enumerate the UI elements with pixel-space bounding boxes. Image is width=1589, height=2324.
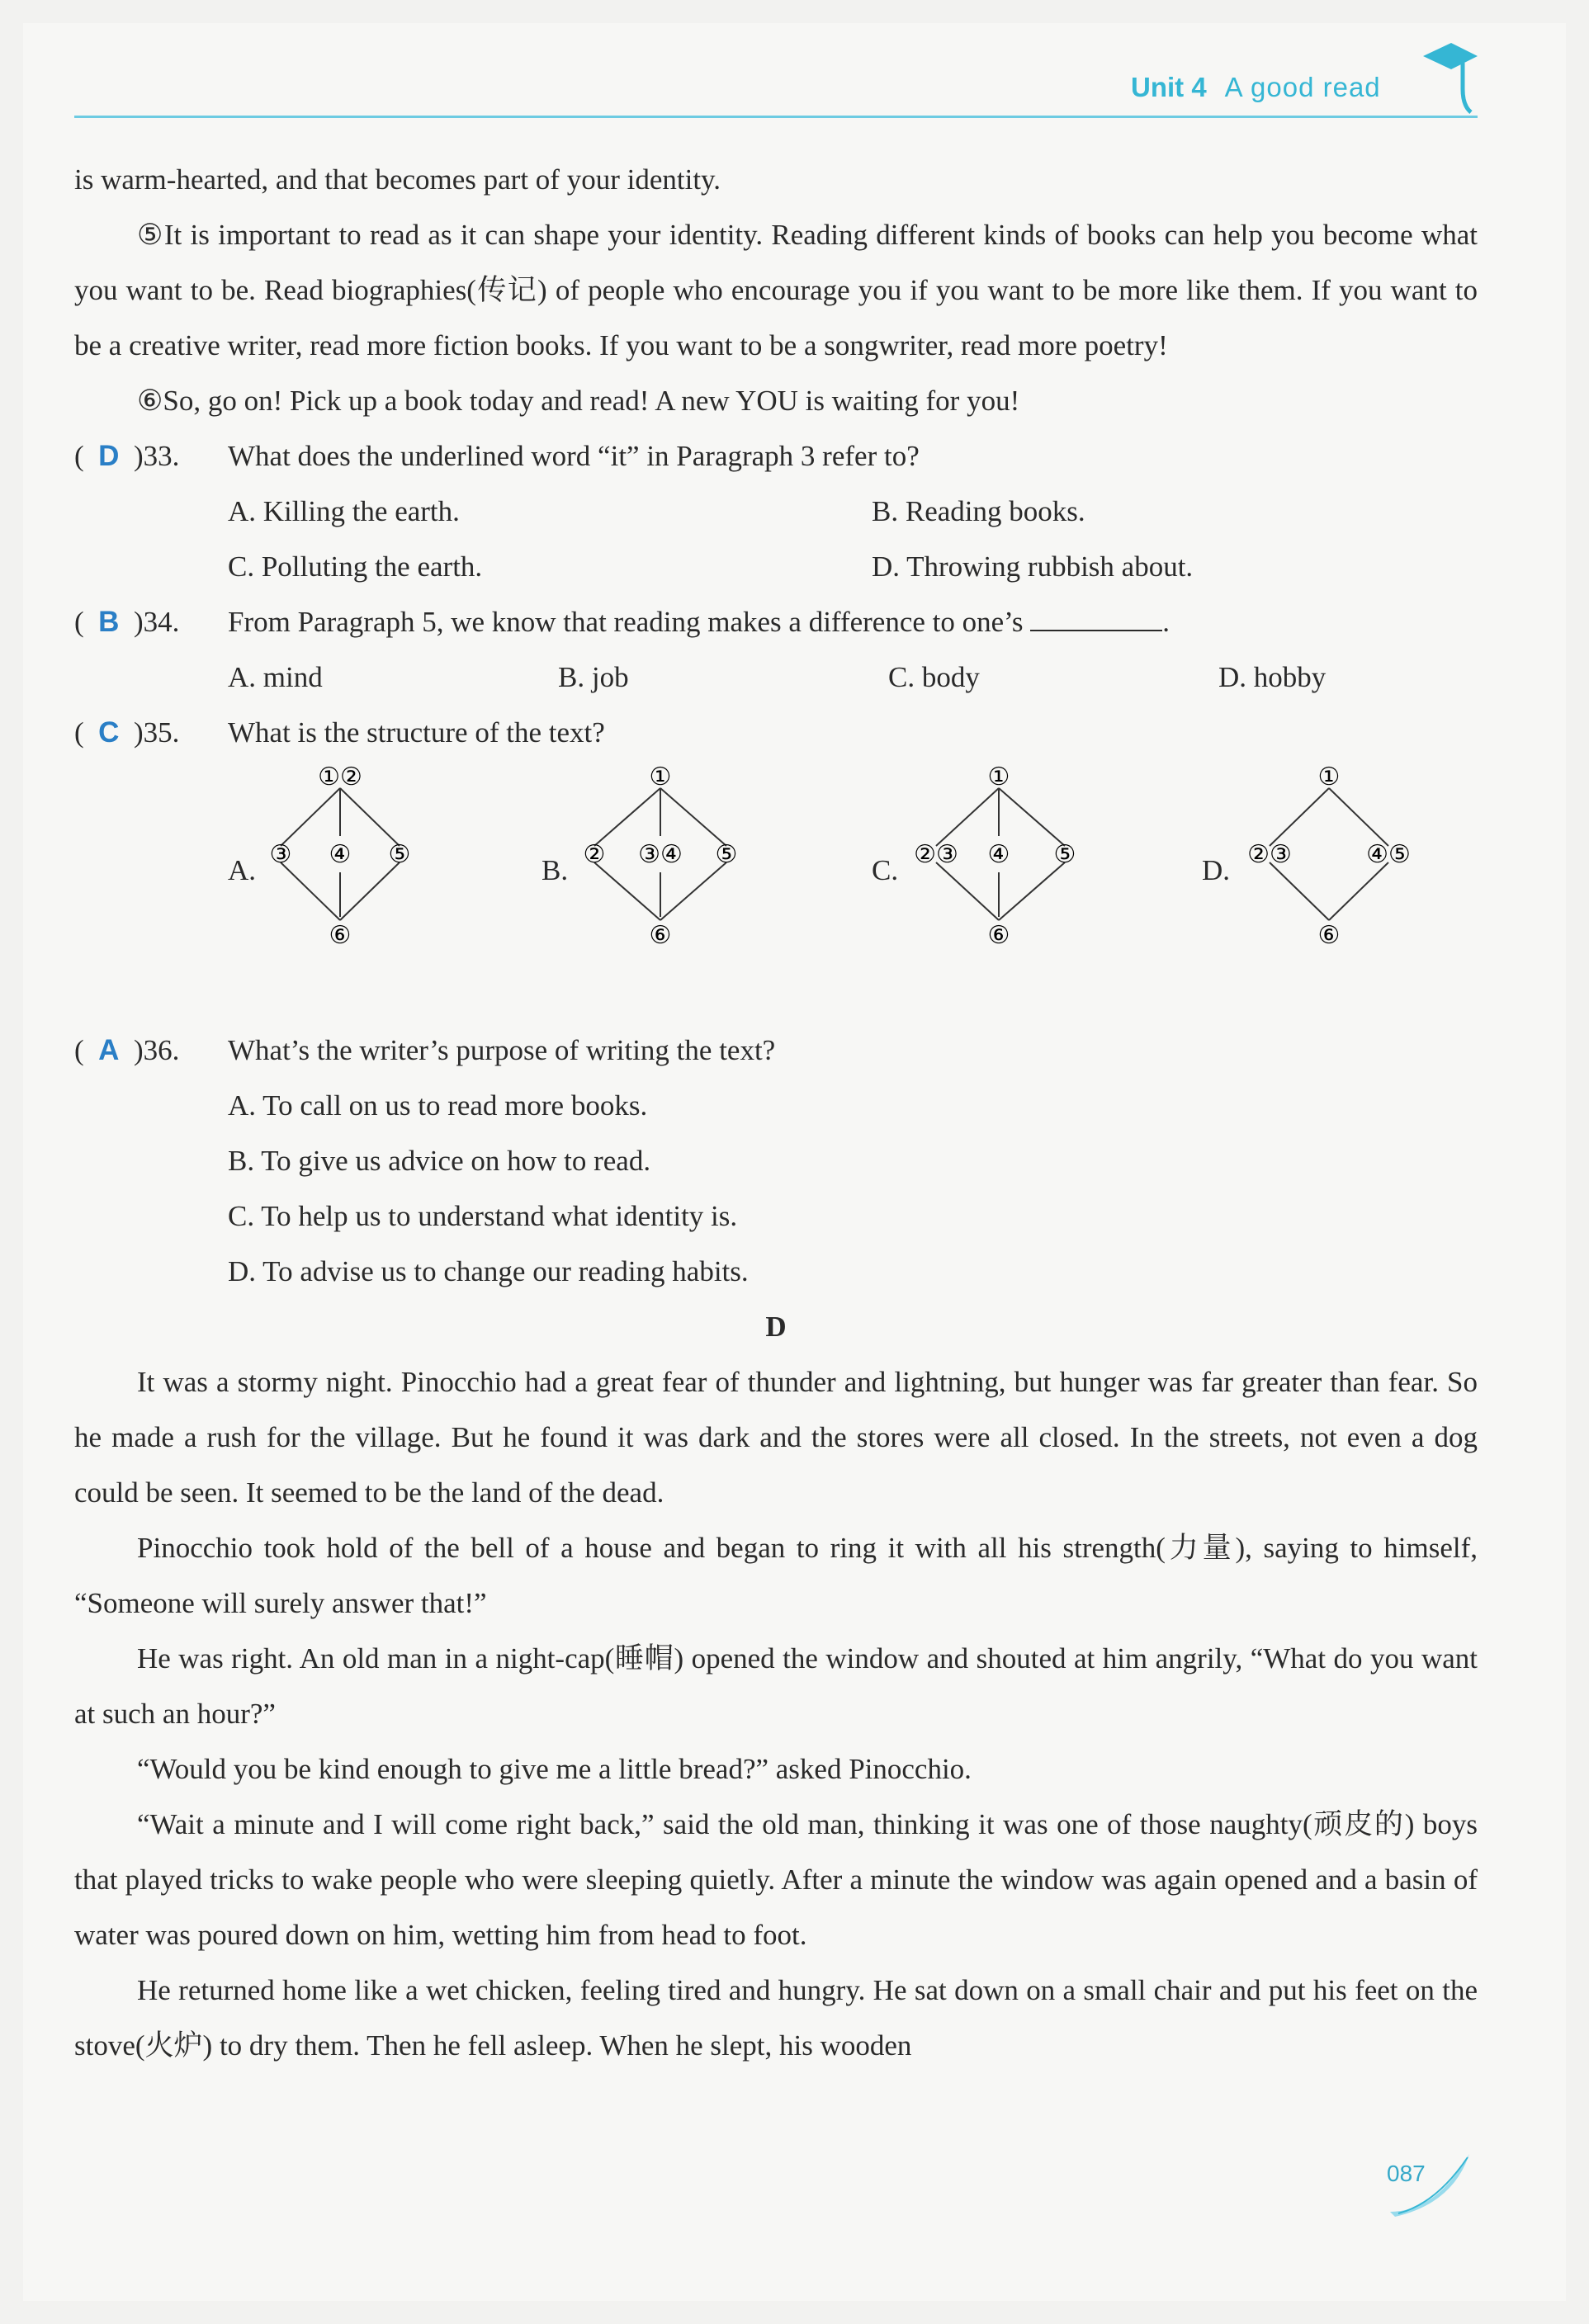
node-bottom: ⑥ — [1317, 921, 1341, 950]
options-33-row1 — [74, 484, 1478, 539]
question-number: )34. — [133, 606, 180, 638]
node-bottom: ⑥ — [329, 921, 352, 950]
option-d: D. Throwing rubbish about. — [872, 550, 1194, 583]
question-text: What is the structure of the text? — [228, 716, 605, 749]
running-header — [1131, 64, 1381, 111]
option-a: A. To call on us to read more books. — [228, 1089, 648, 1122]
page-body — [74, 152, 1478, 2073]
option-b: B. To give us advice on how to read. — [228, 1145, 651, 1177]
answer-blank — [1030, 603, 1162, 631]
node-right: ⑤ — [715, 840, 738, 869]
option-d: D. To advise us to change our reading habits. — [228, 1255, 749, 1287]
section-d-title: D — [765, 1311, 787, 1343]
node-top: ① — [649, 763, 672, 791]
graduation-cap-icon — [1421, 40, 1479, 118]
node-top: ① — [987, 763, 1010, 791]
question-text — [228, 594, 1170, 649]
answer-bracket: ( A )36. — [74, 1034, 180, 1066]
answer-bracket: ( B )34. — [74, 606, 180, 638]
question-text: What’s the writer’s purpose of writing the text? — [228, 1034, 776, 1066]
diagram-c-label: C. — [872, 854, 899, 886]
diagram-b — [570, 760, 751, 958]
header-divider — [74, 116, 1478, 118]
answer-bracket: ( D )33. — [74, 440, 180, 472]
node-right: ④⑤ — [1366, 840, 1411, 869]
option-c: C. body — [888, 661, 980, 693]
node-bottom: ⑥ — [987, 921, 1010, 950]
node-middle: ④ — [329, 840, 352, 869]
question-number: )36. — [133, 1034, 180, 1066]
options-33-row2 — [74, 539, 1478, 594]
question-stem: From Paragraph 5, we know that reading makes a difference to one’s — [228, 606, 1024, 638]
diagram-a — [258, 760, 423, 958]
structure-diagrams — [74, 760, 1478, 1023]
node-right: ⑤ — [388, 840, 411, 869]
question-33 — [74, 428, 1478, 484]
node-left: ②③ — [1247, 840, 1292, 869]
node-middle: ③④ — [638, 840, 683, 869]
question-number: )33. — [133, 440, 180, 472]
paragraph-6: ⑥So, go on! Pick up a book today and read! A new YOU is waiting for you! — [137, 385, 1020, 417]
option-d: D. hobby — [1218, 661, 1327, 693]
answer-34: B — [98, 606, 120, 638]
answer-33: D — [98, 440, 120, 472]
question-35 — [74, 705, 1478, 760]
diagram-b-label: B. — [541, 854, 569, 886]
story-paragraph: “Would you be kind enough to give me a little bread?” asked Pinocchio. — [137, 1753, 972, 1785]
option-c: C. Polluting the earth. — [228, 550, 483, 583]
option-a: A. mind — [228, 661, 323, 693]
story-paragraph: He was right. An old man in a night-cap(睡帽) opened the window and shouted at him angrily, “What do you want at such an hour?” — [74, 1642, 1478, 1730]
story-paragraph: “Wait a minute and I will come right back,” said the old man, thinking it was one of those naughty(顽皮的) boys that played tricks to wake people who were sleeping quietly. After a minute the window was again opened and a basin of water was poured down on him, wetting him from head to foot. — [74, 1808, 1478, 1951]
story-paragraph: He returned home like a wet chicken, feeling tired and hungry. He sat down on a small chair and put his feet on the stove(火炉) to dry them. Then he fell asleep. When he slept, his wooden — [74, 1974, 1478, 2062]
node-left: ② — [583, 840, 606, 869]
option-b: B. Reading books. — [872, 495, 1085, 527]
story-paragraph: Pinocchio took hold of the bell of a house and began to ring it with all his strength(力量), saying to himself, “Someone will surely answer that!” — [74, 1532, 1478, 1619]
diagram-c — [900, 760, 1098, 958]
paragraph-4-end: is warm-hearted, and that becomes part of your identity. — [74, 163, 721, 196]
question-text: What does the underlined word “it” in Paragraph 3 refer to? — [228, 440, 920, 472]
question-end-mark: . — [1162, 606, 1170, 638]
option-b: B. job — [558, 661, 629, 693]
unit-title: A good read — [1224, 72, 1381, 102]
diagram-d-label: D. — [1202, 854, 1231, 886]
answer-bracket: ( C )35. — [74, 716, 180, 749]
story-paragraph: It was a stormy night. Pinocchio had a great fear of thunder and lightning, but hunger was far greater than fear. So he made a rush for the village. But he found it was dark and the stores were all closed. In the streets, not even a dog could be seen. It seemed to be the land of the dead. — [74, 1366, 1478, 1509]
answer-36: A — [98, 1034, 120, 1066]
answer-35: C — [98, 716, 120, 749]
option-c: C. To help us to understand what identity is. — [228, 1200, 738, 1232]
page-number: 087 — [1387, 2161, 1426, 2186]
node-top: ①② — [318, 763, 362, 791]
node-top: ① — [1317, 763, 1341, 791]
node-left: ③ — [269, 840, 292, 869]
node-bottom: ⑥ — [649, 921, 672, 950]
question-36 — [74, 1023, 1478, 1078]
question-34 — [74, 594, 1478, 649]
paragraph-5: ⑤It is important to read as it can shape your identity. Reading different kinds of books can help you become what you want to be. Read biographies(传记) of people who encourage you if you want to be more like them. If you want to be a creative writer, read more fiction books. If you want to be a songwriter, read more poetry! — [74, 219, 1478, 361]
node-right: ⑤ — [1053, 840, 1076, 869]
node-left: ②③ — [914, 840, 958, 869]
unit-label: Unit 4 — [1131, 72, 1207, 102]
option-a: A. Killing the earth. — [228, 495, 460, 527]
node-middle: ④ — [987, 840, 1010, 869]
diagram-a-label: A. — [228, 854, 257, 886]
diagram-d — [1230, 760, 1428, 958]
question-number: )35. — [133, 716, 180, 749]
options-34 — [74, 649, 1478, 705]
